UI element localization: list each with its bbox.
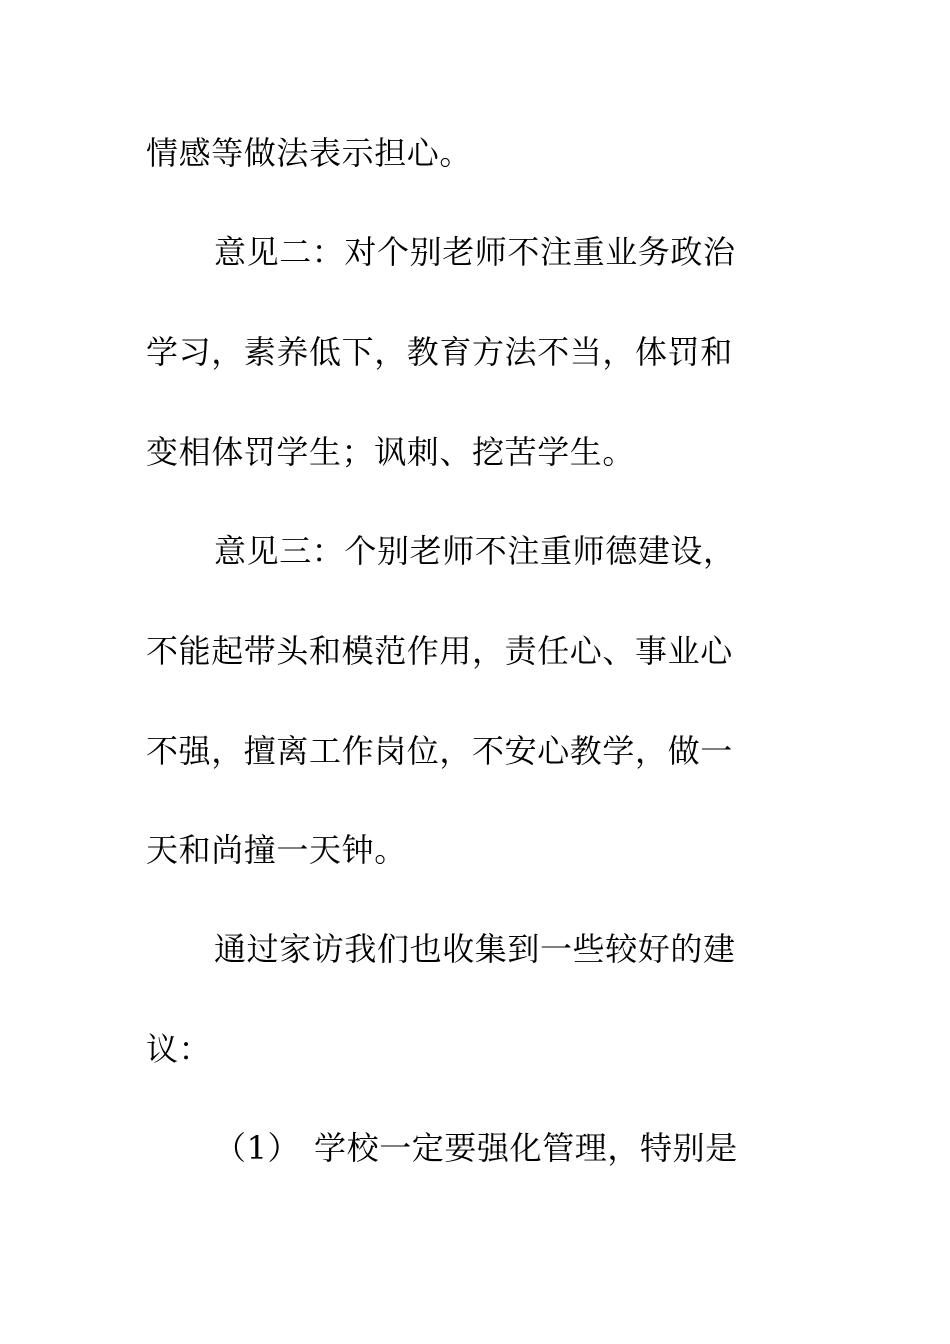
list-item-1 [214, 1128, 874, 1168]
paragraph-line: 变相体罚学生；讽刺、挖苦学生。 [146, 433, 636, 471]
paragraph-line: 天和尚撞一天钟。 [146, 831, 407, 869]
paragraph-line: 情感等做法表示担心。 [146, 134, 473, 172]
opinion-two-line: 意见二：对个别老师不注重业务政治 [214, 233, 736, 271]
paragraph-line: 议： [146, 1030, 212, 1068]
paragraph-line: 不能起带头和模范作用，责任心、事业心 [146, 632, 733, 670]
paragraph-line: 不强，擅离工作岗位，不安心教学，做一 [146, 732, 733, 770]
list-item-text: 学校一定要强化管理，特别是 [314, 1129, 738, 1167]
list-item-number: （1） [214, 1129, 301, 1167]
suggestions-intro-line: 通过家访我们也收集到一些较好的建 [214, 930, 736, 968]
opinion-three-line: 意见三：个别老师不注重师德建设， [214, 532, 736, 570]
paragraph-line: 学习，素养低下，教育方法不当，体罚和 [146, 333, 733, 371]
